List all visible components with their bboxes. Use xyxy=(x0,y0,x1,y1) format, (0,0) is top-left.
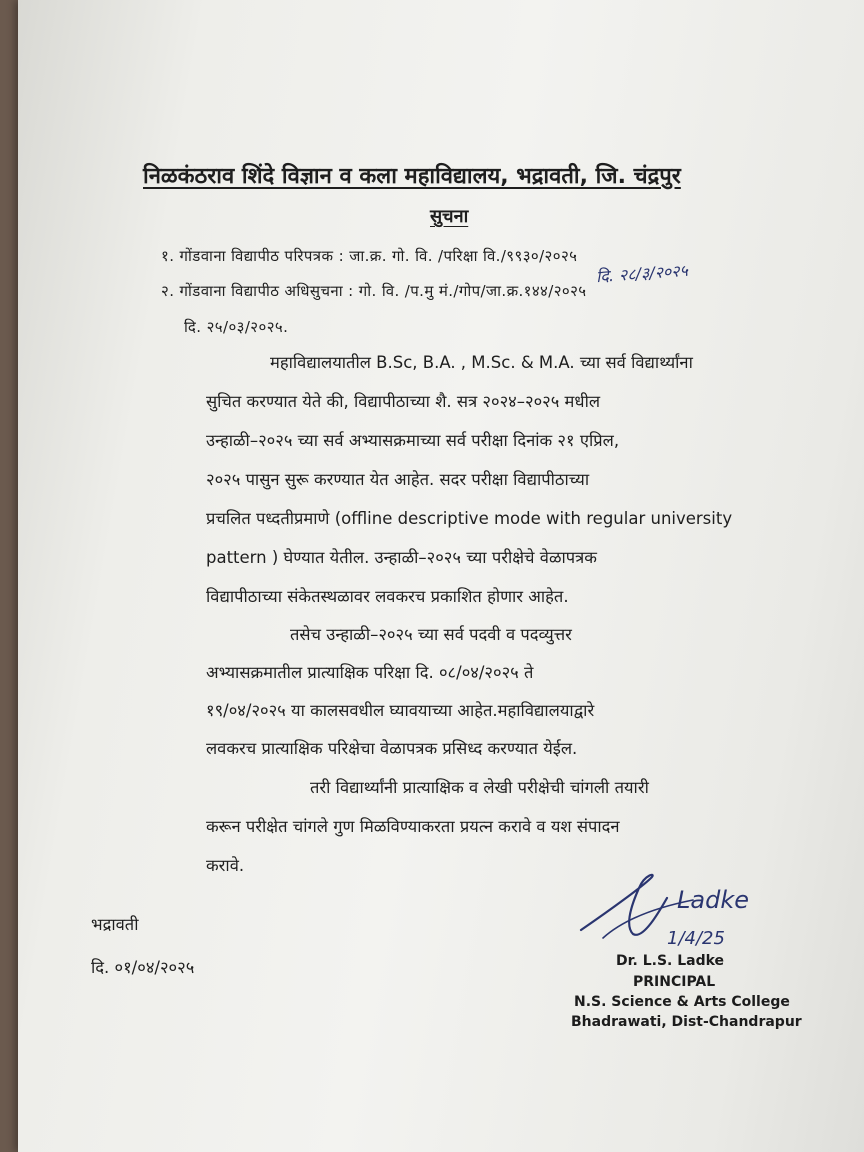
notice-heading: सुचना xyxy=(430,206,469,227)
signature-date: 1/4/25 xyxy=(667,928,725,949)
reference-1: १. गोंडवाना विद्यापीठ परिपत्रक : जा.क्र. गो. वि. /परिक्षा वि./९९३०/२०२५ xyxy=(161,247,578,265)
notice-paper xyxy=(18,0,864,1152)
stamp-name: Dr. L.S. Ladke xyxy=(616,953,725,969)
body-line: विद्यापीठाच्या संकेतस्थळावर लवकरच प्रकाशित होणार आहेत. xyxy=(206,587,569,606)
body-line: करून परीक्षेत चांगले गुण मिळविण्याकरता प्रयत्न करावे व यश संपादन xyxy=(206,817,620,836)
body-line: तसेच उन्हाळी–२०२५ च्या सर्व पदवी व पदव्युत्तर xyxy=(290,625,572,644)
body-line: सुचित करण्यात येते की, विद्यापीठाच्या शै. सत्र २०२४–२०२५ मधील xyxy=(206,392,601,411)
footer-date: दि. ०१/०४/२०२५ xyxy=(91,958,195,977)
body-line: लवकरच प्रात्याक्षिक परिक्षेचा वेळापत्रक प्रसिध्द करण्यात येईल. xyxy=(206,739,578,758)
handwritten-date: दि. २८/३/२०२५ xyxy=(595,260,689,287)
stamp-address: Bhadrawati, Dist-Chandrapur xyxy=(571,1014,802,1030)
body-line: १९/०४/२०२५ या कालसवधील घ्यावयाच्या आहेत.महाविद्यालयाद्वारे xyxy=(206,701,595,720)
reference-2-date: दि. २५/०३/२०२५. xyxy=(184,318,289,336)
body-line: महाविद्यालयातील B.Sc, B.A. , M.Sc. & M.A. च्या सर्व विद्यार्थ्यांना xyxy=(270,353,693,372)
body-line: प्रचलित पध्दतीप्रमाणे (offline descriptive mode with regular university xyxy=(206,509,733,528)
footer-place: भद्रावती xyxy=(91,915,139,934)
body-line: २०२५ पासुन सुरू करण्यात येत आहेत. सदर परीक्षा विद्यापीठाच्या xyxy=(206,470,590,489)
body-line: तरी विद्यार्थ्यांनी प्रात्याक्षिक व लेखी परीक्षेची चांगली तयारी xyxy=(310,778,649,797)
stamp-title: PRINCIPAL xyxy=(633,974,716,990)
body-line: pattern ) घेण्यात येतील. उन्हाळी–२०२५ च्या परीक्षेचे वेळापत्रक xyxy=(206,548,597,567)
body-line: उन्हाळी–२०२५ च्या सर्व अभ्यासक्रमाच्या सर्व परीक्षा दिनांक २१ एप्रिल, xyxy=(206,431,620,450)
college-title: निळकंठराव शिंदे विज्ञान व कला महाविद्यालय, भद्रावती, जि. चंद्रपुर xyxy=(143,164,681,189)
body-line: अभ्यासक्रमातील प्रात्याक्षिक परिक्षा दि. ०८/०४/२०२५ ते xyxy=(206,663,534,682)
body-line: करावे. xyxy=(206,856,245,875)
stamp-college: N.S. Science & Arts College xyxy=(574,994,790,1010)
signature-text: Ladke xyxy=(677,886,749,914)
reference-2: २. गोंडवाना विद्यापीठ अधिसुचना : गो. वि. /प.मु मं./गोप/जा.क्र.१४४/२०२५ xyxy=(161,282,587,300)
